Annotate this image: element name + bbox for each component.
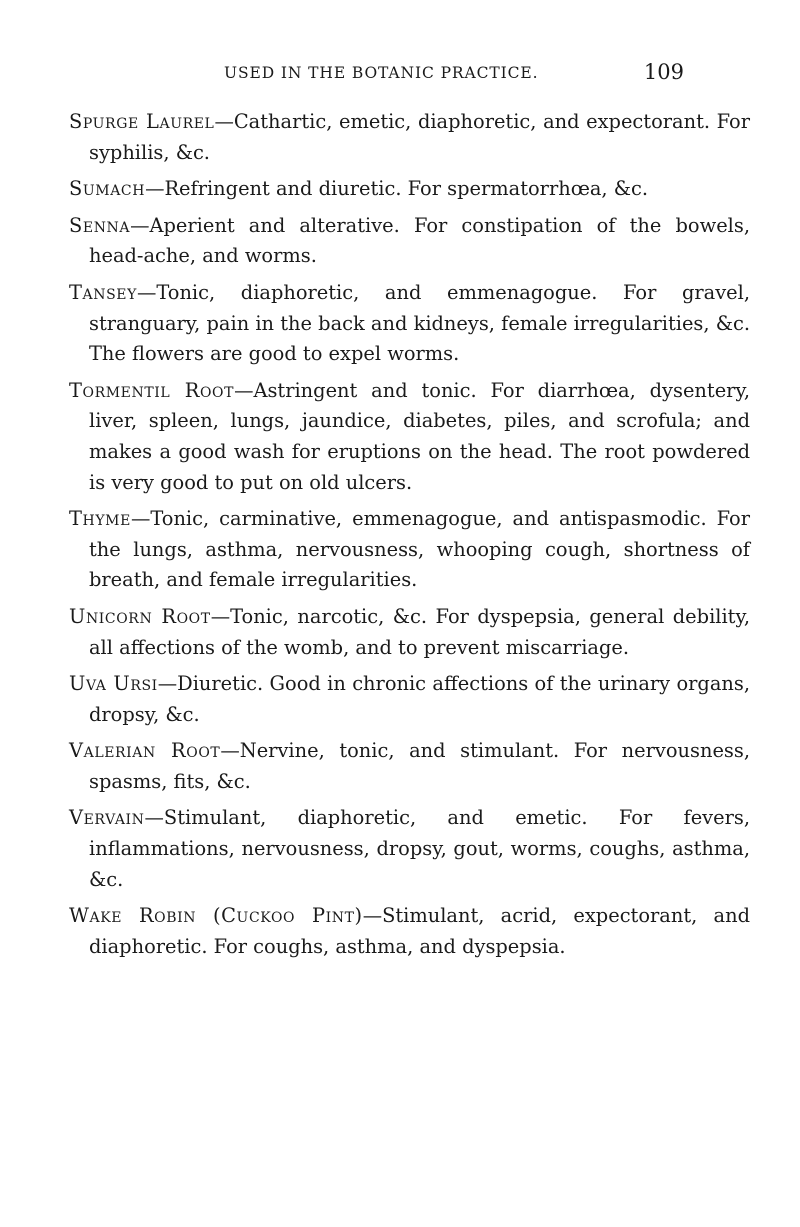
herb-description: —Diuretic. Good in chronic affections of the urinary organs, dropsy, &c.: [89, 672, 750, 726]
herb-entries: [69, 107, 750, 962]
entry-vervain: [69, 803, 750, 895]
entry-thyme: [69, 504, 750, 596]
entry-tansey: [69, 278, 750, 370]
herb-description: —Stimulant, diaphoretic, and emetic. For fevers, inflammations, nervousness, dropsy, gout, worms, coughs, asthma, &c.: [89, 806, 750, 891]
entry-senna: [69, 211, 750, 272]
herb-name: Valerian Root: [69, 739, 221, 763]
entry-wake-robin: [69, 901, 750, 962]
herb-name: Tansey: [69, 280, 137, 304]
running-head: [224, 60, 684, 90]
running-title: USED IN THE BOTANIC PRACTICE.: [224, 64, 539, 82]
herb-name: Uva Ursi: [69, 672, 158, 696]
herb-name: Thyme: [69, 507, 131, 531]
herb-name: Vervain: [69, 806, 145, 830]
herb-name: Tormentil Root: [69, 378, 235, 402]
entry-uva-ursi: [69, 669, 750, 730]
herb-description: —Nervine, tonic, and stimulant. For nervousness, spasms, fits, &c.: [89, 739, 750, 793]
herb-description: —Tonic, narcotic, &c. For dyspepsia, general debility, all affections of the womb, and to prevent miscarriage.: [89, 604, 751, 659]
herb-name: Sumach: [69, 177, 146, 201]
herb-description: —Astringent and tonic. For diarrhœa, dysentery, liver, spleen, lungs, jaundice, diabetes, piles, and scrofula; and makes a good wash for eruptions on the head. The root powdered is very good to put on old ulcers.: [89, 378, 750, 494]
herb-name: Wake Robin (Cuckoo Pint): [69, 904, 363, 928]
herb-name: Unicorn Root: [69, 604, 211, 628]
entry-spurge-laurel: [69, 107, 750, 168]
page-number: 109: [643, 60, 684, 84]
herb-description: —Cathartic, emetic, diaphoretic, and expectorant. For syphilis, &c.: [89, 110, 750, 164]
herb-description: —Aperient and alterative. For constipation of the bowels, head-ache, and worms.: [89, 213, 750, 268]
entry-tormentil-root: [69, 376, 750, 498]
entry-valerian-root: [69, 736, 750, 797]
entry-unicorn-root: [69, 602, 750, 663]
herb-description: —Tonic, diaphoretic, and emmenagogue. For gravel, stranguary, pain in the back and kidneys, female irregularities, &c. The flowers are good to expel worms.: [89, 280, 750, 366]
herb-description: —Stimulant, acrid, expectorant, and diaphoretic. For coughs, asthma, and dyspepsia.: [89, 904, 750, 958]
herb-description: —Refringent and diuretic. For spermatorrhœa, &c.: [145, 177, 649, 201]
herb-name: Spurge Laurel: [69, 110, 215, 133]
entry-sumach: [69, 174, 750, 205]
herb-description: —Tonic, carminative, emmenagogue, and antispasmodic. For the lungs, asthma, nervousness, whooping cough, shortness of breath, and female irregularities.: [89, 507, 750, 592]
herb-name: Senna: [69, 213, 131, 237]
